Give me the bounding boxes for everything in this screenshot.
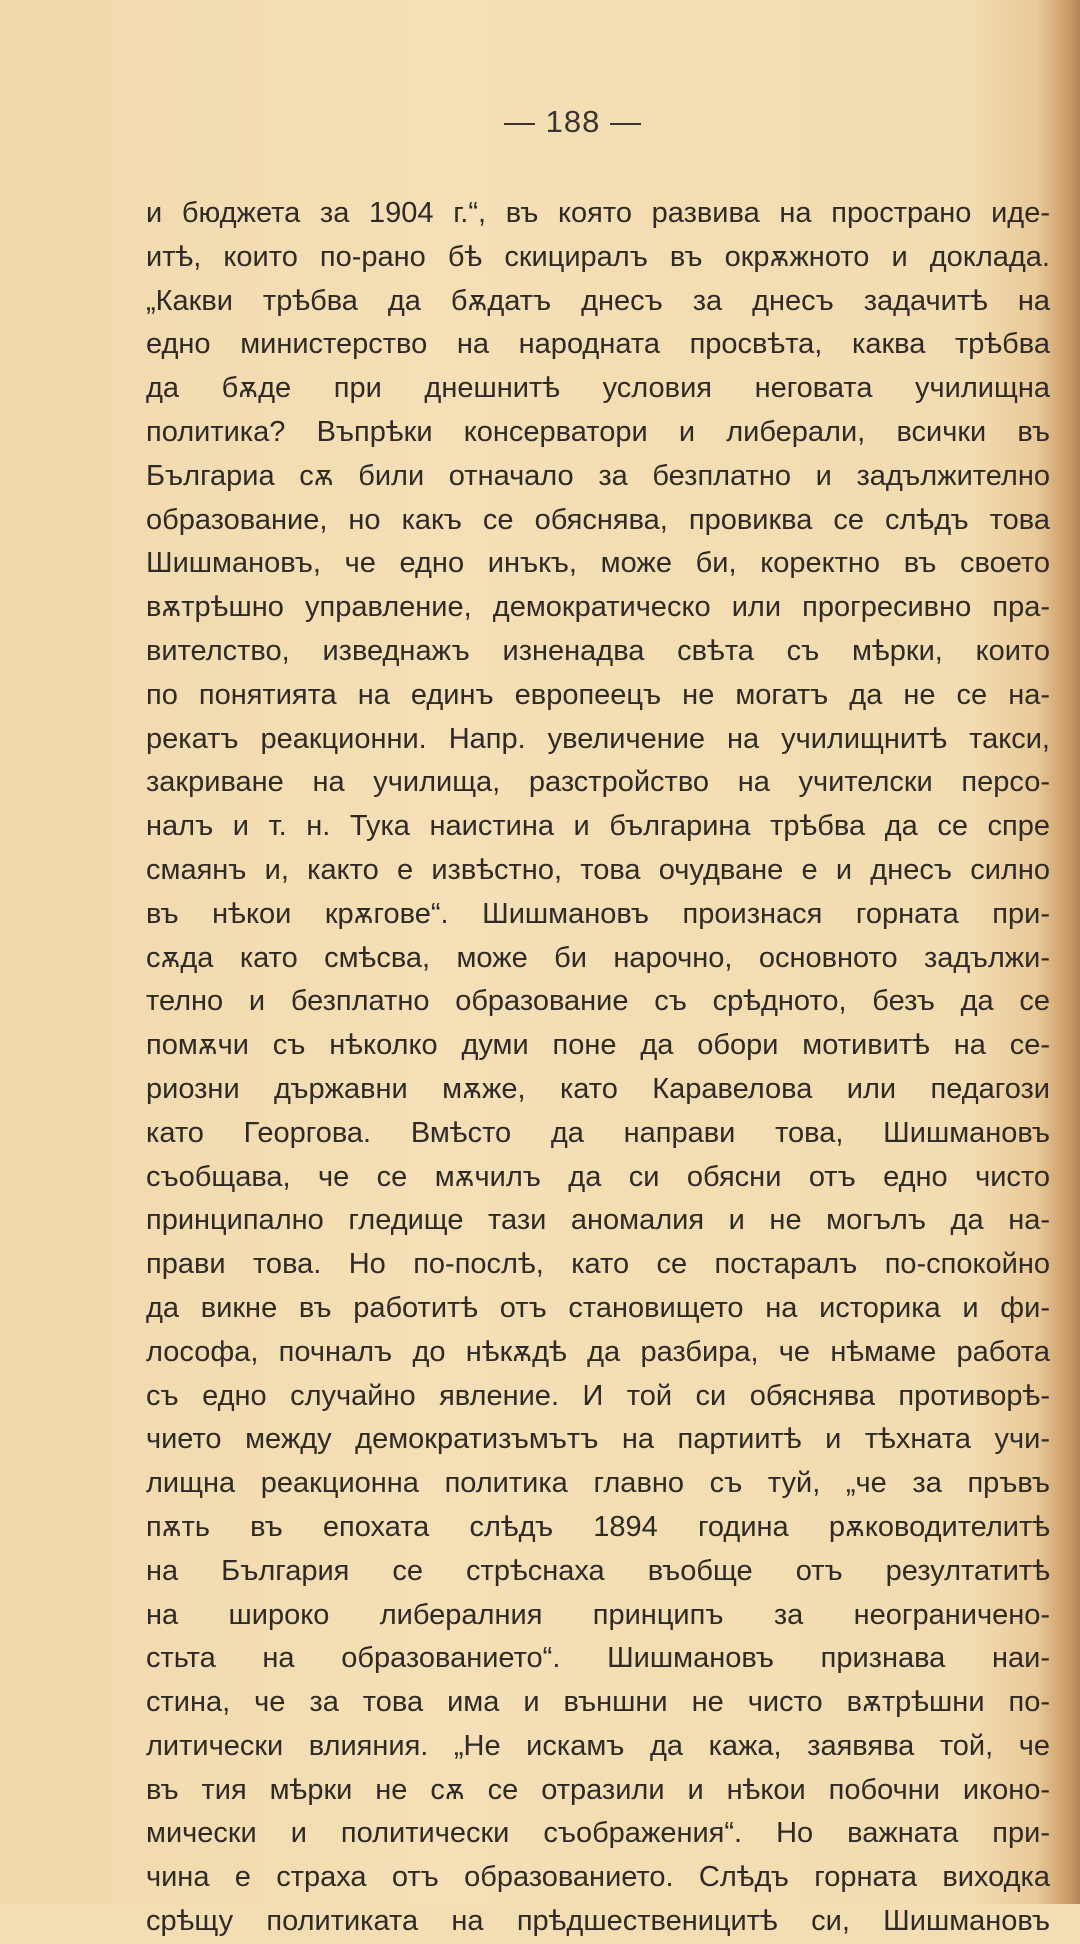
text-line: на България се стрѣснаха въобще отъ резултатитѣ — [146, 1554, 1050, 1587]
text-line: рекатъ реакционни. Напр. увеличение на училищнитѣ такси, — [146, 722, 1050, 755]
text-line: политика? Въпрѣки консерватори и либерали, всички въ — [146, 415, 1050, 448]
body-text — [146, 192, 1050, 1944]
text-line: образование, но какъ се обяснява, провиква се слѣдъ това — [146, 503, 1050, 536]
text-line: чието между демократизъмътъ на партиитѣ и тѣхната учи- — [146, 1423, 1050, 1456]
text-line: срѣщу политиката на прѣдшественицитѣ си, Шишмановъ — [146, 1905, 1050, 1938]
text-line: да викне въ работитѣ отъ становището на историка и фи- — [146, 1291, 1050, 1324]
text-line: съ едно случайно явление. И той си обяснява противорѣ- — [146, 1379, 1050, 1412]
text-line: Българиа сѫ били отначало за безплатно и задължително — [146, 459, 1050, 492]
text-line: принципално гледище тази аномалия и не могълъ да на- — [146, 1204, 1050, 1237]
text-line: съобщава, че се мѫчилъ да си обясни отъ едно чисто — [146, 1160, 1050, 1193]
text-line: да бѫде при днешнитѣ условия неговата училищна — [146, 372, 1050, 405]
text-line: мически и политически съображения“. Но важната при- — [146, 1817, 1050, 1850]
text-line: помѫчи съ нѣколко думи поне да обори мотивитѣ на се- — [146, 1029, 1050, 1062]
text-line: въ нѣкои крѫгове“. Шишмановъ произнася горната при- — [146, 897, 1050, 930]
text-line: въ тия мѣрки не сѫ се отразили и нѣкои побочни иконо- — [146, 1773, 1050, 1806]
text-line: Шишмановъ, че едно инъкъ, може би, коректно въ своето — [146, 547, 1050, 580]
text-line: стьта на образованието“. Шишмановъ признава наи- — [146, 1642, 1050, 1675]
text-line: на широко либералния принципъ за неограничено- — [146, 1598, 1050, 1631]
text-line: закриване на училища, разстройство на учителски персо- — [146, 766, 1050, 799]
text-line: прави това. Но по-послѣ, като се постаралъ по-спокойно — [146, 1248, 1050, 1281]
text-line: смаянъ и, както е извѣстно, това очудване е и днесъ силно — [146, 853, 1050, 886]
text-line: риозни държавни мѫже, като Каравелова или педагози — [146, 1072, 1050, 1105]
text-line: като Георгова. Вмѣсто да направи това, Шишмановъ — [146, 1116, 1050, 1149]
text-line: сѫда като смѣсва, може би нарочно, основното задължи- — [146, 941, 1050, 974]
text-line: вителство, изведнажъ изненадва свѣта съ мѣрки, които — [146, 634, 1050, 667]
text-line: стина, че за това има и външни не чисто вѫтрѣшни по- — [146, 1686, 1050, 1719]
text-line: лищна реакционна политика главно съ туй, „че за пръвъ — [146, 1467, 1050, 1500]
text-line: вѫтрѣшно управление, демократическо или прогресивно пра- — [146, 591, 1050, 624]
text-line: чина е страха отъ образованието. Слѣдъ горната виходка — [146, 1861, 1050, 1894]
text-line: лософа, почналъ до нѣкѫдѣ да разбира, че нѣмаме работа — [146, 1335, 1050, 1368]
text-line: итѣ, които по-рано бѣ скициралъ въ окрѫжното и доклада. — [146, 240, 1050, 273]
text-line: по понятията на единъ европеецъ не могатъ да не се на- — [146, 678, 1050, 711]
text-line: „Какви трѣбва да бѫдатъ днесъ за днесъ задачитѣ на — [146, 284, 1050, 317]
text-line: едно министерство на народната просвѣта, каква трѣбва — [146, 328, 1050, 361]
text-line: телно и безплатно образование съ срѣдното, безъ да се — [146, 985, 1050, 1018]
page-number: — 188 — — [504, 104, 642, 139]
text-line: литически влияния. „Не искамъ да кажа, заявява той, че — [146, 1729, 1050, 1762]
text-line: и бюджета за 1904 г.“, въ която развива на пространо иде- — [146, 197, 1050, 229]
text-line: налъ и т. н. Тука наистина и българина трѣбва да се спре — [146, 810, 1050, 843]
text-line: пѫть въ епохата слѣдъ 1894 година рѫководителитѣ — [146, 1510, 1050, 1543]
